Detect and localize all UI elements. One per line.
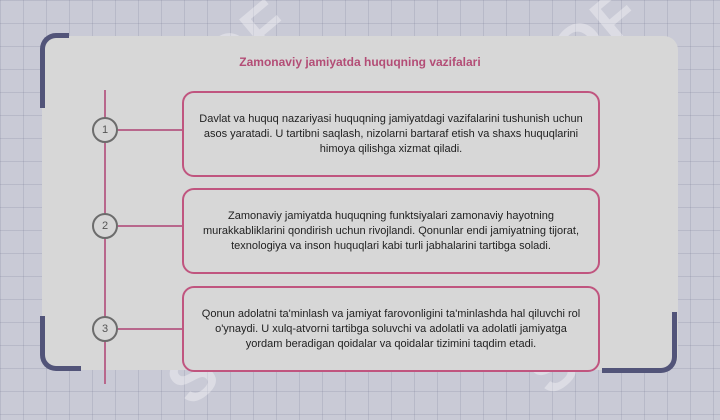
timeline-connector bbox=[118, 328, 182, 330]
timeline-connector bbox=[118, 129, 182, 131]
frame-bracket-bottom-right bbox=[602, 312, 677, 373]
step-number-badge: 2 bbox=[92, 213, 118, 239]
step-text-box: Zamonaviy jamiyatda huquqning funktsiyalari zamonaviy hayotning murakkabliklarini qondirish uchun rivojlandi. Qonunlar endi jamiyatning tijorat, texnologiya va inson huquqlari kabi turli jabhalarini tartibga soladi. bbox=[182, 188, 600, 274]
frame-bracket-bottom-left bbox=[40, 316, 81, 371]
timeline-connector bbox=[118, 225, 182, 227]
frame-bracket-top-left bbox=[40, 33, 69, 108]
slide-title: Zamonaviy jamiyatda huquqning vazifalari bbox=[239, 55, 481, 69]
step-text-box: Qonun adolatni ta'minlash va jamiyat farovonligini ta'minlashda hal qiluvchi rol o'ynaydi. U xulq-atvorni tartibga soluvchi va adolatli va adolatli jamiyatga yordam beradigan qoidalar va qoidalar tizimini taqdim etadi. bbox=[182, 286, 600, 372]
step-text-box: Davlat va huquq nazariyasi huquqning jamiyatdagi vazifalarini tushunish uchun asos yaratadi. U tartibni saqlash, nizolarni bartaraf etish va shaxs huquqlarini himoya qilishga xizmat qiladi. bbox=[182, 91, 600, 177]
step-number-badge: 3 bbox=[92, 316, 118, 342]
step-number-badge: 1 bbox=[92, 117, 118, 143]
